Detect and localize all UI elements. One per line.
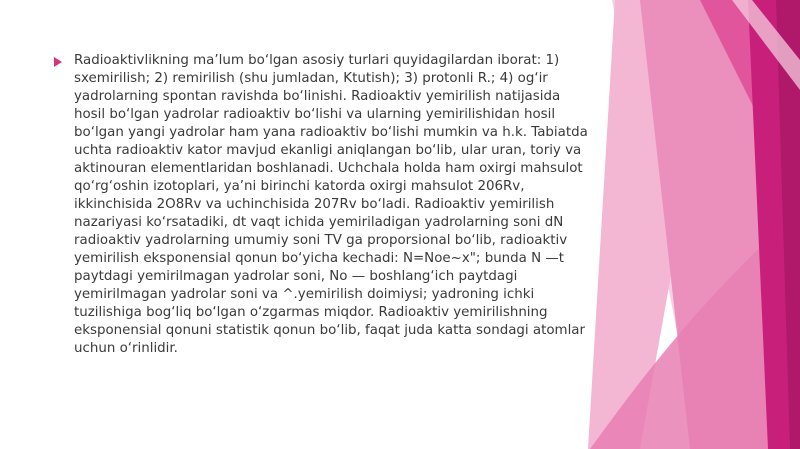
slide-body: [54, 52, 594, 358]
bullet-arrow-icon: [54, 57, 62, 67]
bullet-paragraph: Radioaktivlikning ma’lum bo‘lgan asosiy turlari quyidagilardan iborat: 1) sxemirilish; 2) remirilish (shu jumladan, Ktutish); 3) protonli R.; 4) og‘ir yadrolarning spontan ravishda bo‘linishi. Radioaktiv yemirilish natijasida hosil bo‘lgan yadrolar radioaktiv bo‘lishi va ularning yemirilishidan hosil bo‘lgan yangi yadrolar ham yana radioaktiv bo‘lishi mumkin va h.k. Tabiatda uchta radioaktiv kator mavjud ekanligi aniqlangan bo‘lib, ular uran, toriy va aktinouran elementlaridan boshlanadi. Uchchala holda ham oxirgi mahsulot qo‘rg‘oshin izotoplari, ya’ni birinchi katorda oxirgi mahsulot 206Rv, ikkinchisida 2O8Rv va uchinchisida 207Rv bo‘ladi. Radioaktiv yemirilish nazariyasi ko‘rsatadiki, dt vaqt ichida yemiriladigan yadrolarning soni dN radioaktiv yadrolarning umumiy soni TV ga proporsional bo‘lib, radioaktiv yemirilish eksponensial qonun bo‘yicha kechadi: N=Noe~x"; bunda N —t paytdagi yemirilmagan yadrolar soni, No — boshlang‘ich paytdagi yemirilmagan yadrolar soni va ^.yemirilish doimiysi; yadroning ichki tuzilishiga bog‘liq bo‘lgan o‘zgarmas miqdor. Radioaktiv yemirilishning eksponensial qonuni statistik qonun bo‘lib, faqat juda katta sondagi atomlar uchun o‘rinlidir.: [74, 53, 588, 356]
bullet-item: [54, 52, 594, 358]
